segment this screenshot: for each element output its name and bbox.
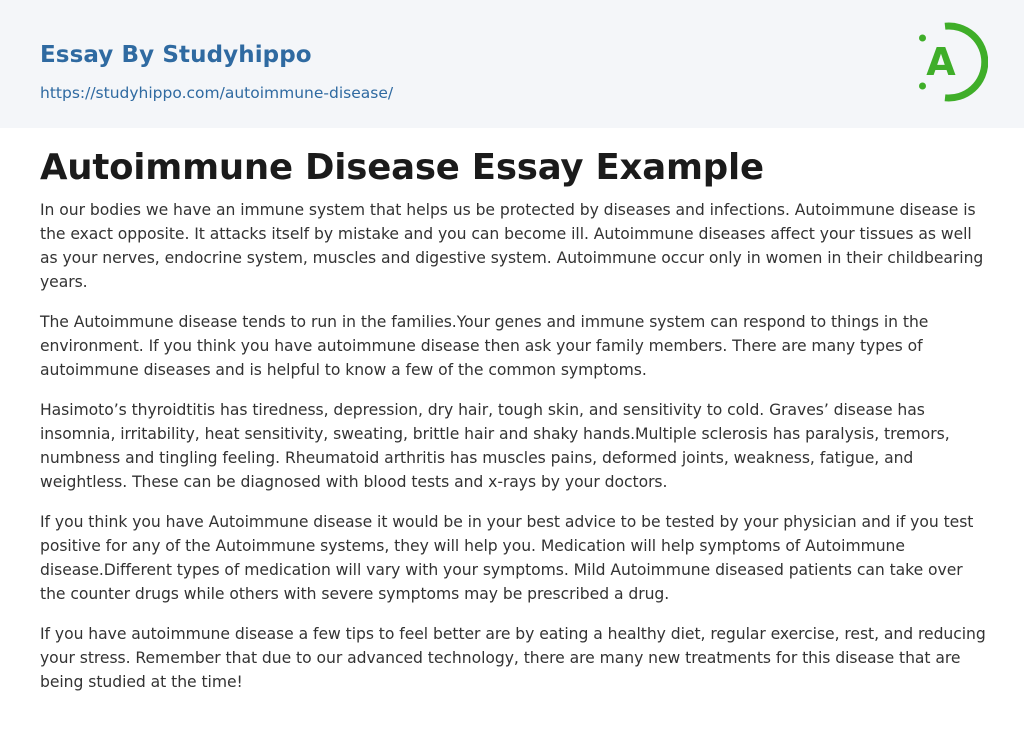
page-title: Autoimmune Disease Essay Example: [40, 147, 764, 188]
logo-letter: A: [926, 40, 956, 84]
article: [40, 146, 986, 710]
studyhippo-logo[interactable]: [912, 18, 988, 106]
paragraph-4: If you think you have Autoimmune disease it would be in your best advice to be tested by your physician and if you test positive for any of the Autoimmune systems, they will help you. Medication will help symptoms of Autoimmune disease.Different types of medication will vary with your symptoms. Mild Autoimmune diseased patients can take over the counter drugs while others with severe symptoms may be prescribed a drug.: [40, 513, 974, 603]
paragraph-2: The Autoimmune disease tends to run in the families.Your genes and immune system can respond to things in the environment. If you think you have autoimmune disease then ask your family members. There are many types of autoimmune diseases and is helpful to know a few of the common symptoms.: [40, 313, 929, 379]
site-brand[interactable]: Essay By Studyhippo: [40, 42, 312, 68]
page-header: [0, 0, 1024, 128]
source-url-link[interactable]: https://studyhippo.com/autoimmune-disease/: [40, 84, 394, 102]
paragraph-5: If you have autoimmune disease a few tips to feel better are by eating a healthy diet, regular exercise, rest, and reducing your stress. Remember that due to our advanced technology, there are many new treatments for this disease that are being studied at the time!: [40, 625, 986, 691]
paragraph-3: Hasimoto’s thyroidtitis has tiredness, depression, dry hair, tough skin, and sensitivity to cold. Graves’ disease has insomnia, irritability, heat sensitivity, sweating, brittle hair and shaky hands.Multiple sclerosis has paralysis, tremors, numbness and tingling feeling. Rheumatoid arthritis has muscles pains, deformed joints, weakness, fatigue, and weightless. These can be diagnosed with blood tests and x-rays by your doctors.: [40, 401, 950, 491]
paragraph-1: In our bodies we have an immune system that helps us be protected by diseases and infections. Autoimmune disease is the exact opposite. It attacks itself by mistake and you can become ill. Autoimmune diseases affect your tissues as well as your nerves, endocrine system, muscles and digestive system. Autoimmune occur only in women in their childbearing years.: [40, 201, 984, 291]
